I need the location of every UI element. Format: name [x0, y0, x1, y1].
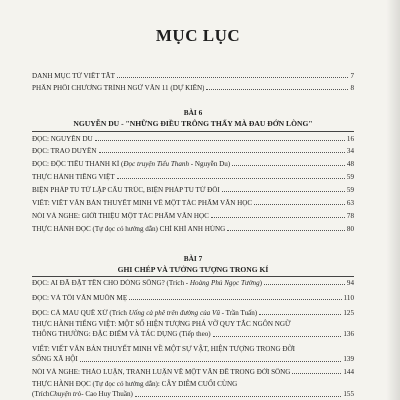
toc-entry: ĐỌC: CÀ MAU QUÊ XỨ (Trích Uống cà phê trên đường của Vũ - Trần Tuấn) 125 — [32, 309, 354, 317]
divider — [32, 131, 354, 132]
toc-entry-wrapped: THỰC HÀNH ĐỌC (Tự đọc có hướng dẫn): CÂY DIÊM CUỐI CÙNG (Trích Chuyện trò - Cao Huy Thuần) 155 — [32, 380, 354, 398]
toc-entry-curriculum: PHÂN PHỐI CHƯƠNG TRÌNH NGỮ VĂN 11 (DỰ KIẾN) 8 — [32, 84, 354, 92]
toc-entry: NÓI VÀ NGHE: GIỚI THIỆU MỘT TÁC PHẨM VĂN HỌC 78 — [32, 212, 354, 220]
toc-entry: BIỆN PHÁP TU TỪ LẶP CẤU TRÚC, BIỆN PHÁP TU TỪ ĐỐI 59 — [32, 186, 354, 194]
page-title: MỤC LỤC — [155, 26, 241, 45]
toc-entry-wrapped: VIẾT: VIẾT VĂN BẢN THUYẾT MINH VỀ MỘT SỰ VẬT, HIỆN TƯỢNG TRONG ĐỜI SỐNG XÃ HỘI 139 — [32, 345, 354, 363]
toc-entry-abbreviations: DANH MỤC TỪ VIẾT TẮT 7 — [32, 72, 354, 80]
toc-entry: VIẾT: VIẾT VĂN BẢN THUYẾT MINH VỀ MỘT TÁC PHẨM VĂN HỌC 63 — [32, 199, 354, 207]
page-number: 7 — [350, 72, 354, 80]
toc-entry: NÓI VÀ NGHE: THẢO LUẬN, TRANH LUẬN VỀ MỘT VẤN ĐỀ TRONG ĐỜI SỐNG 144 — [32, 368, 354, 376]
page-number: 8 — [350, 84, 354, 92]
divider — [32, 276, 354, 277]
toc-entry: THỰC HÀNH ĐỌC (Tự đọc có hướng dẫn) CHÍ KHÍ ANH HÙNG 80 — [32, 225, 354, 233]
lesson-7-title: GHI CHÉP VÀ TƯỞNG TƯỢNG TRONG KÍ — [117, 265, 269, 274]
page-shadow — [386, 0, 400, 400]
toc-entry: ĐỌC: ĐỘC TIỂU THANH KÍ (Đọc truyện Tiểu Thanh - Nguyễn Du) 48 — [32, 160, 354, 168]
lesson-7-label: BÀI 7 — [183, 254, 203, 263]
lesson-6-title: NGUYỄN DU - "NHỮNG ĐIỀU TRÔNG THẤY MÀ ĐAU ĐỚN LÒNG" — [73, 119, 313, 128]
lesson-6-label: BÀI 6 — [183, 108, 203, 117]
toc-entry: ĐỌC: NGUYỄN DU 16 — [32, 135, 354, 143]
toc-entry: THỰC HÀNH TIẾNG VIỆT 59 — [32, 173, 354, 181]
toc-entry-wrapped: THỰC HÀNH TIẾNG VIỆT: MỘT SỐ HIỆN TƯỢNG PHÁ VỠ QUY TẮC NGÔN NGỮ THÔNG THƯỜNG: ĐẶC ĐIỂM VÀ TÁC DỤNG (Tiếp theo) 136 — [32, 320, 354, 338]
toc-entry: ĐỌC: VÀ TÔI VẪN MUỐN MẸ 110 — [32, 294, 354, 302]
toc-entry: ĐỌC: TRAO DUYÊN 34 — [32, 147, 354, 155]
toc-entry: ĐỌC: AI ĐÃ ĐẶT TÊN CHO DÒNG SÔNG? (Trích - Hoàng Phủ Ngọc Tường) 94 — [32, 279, 354, 287]
